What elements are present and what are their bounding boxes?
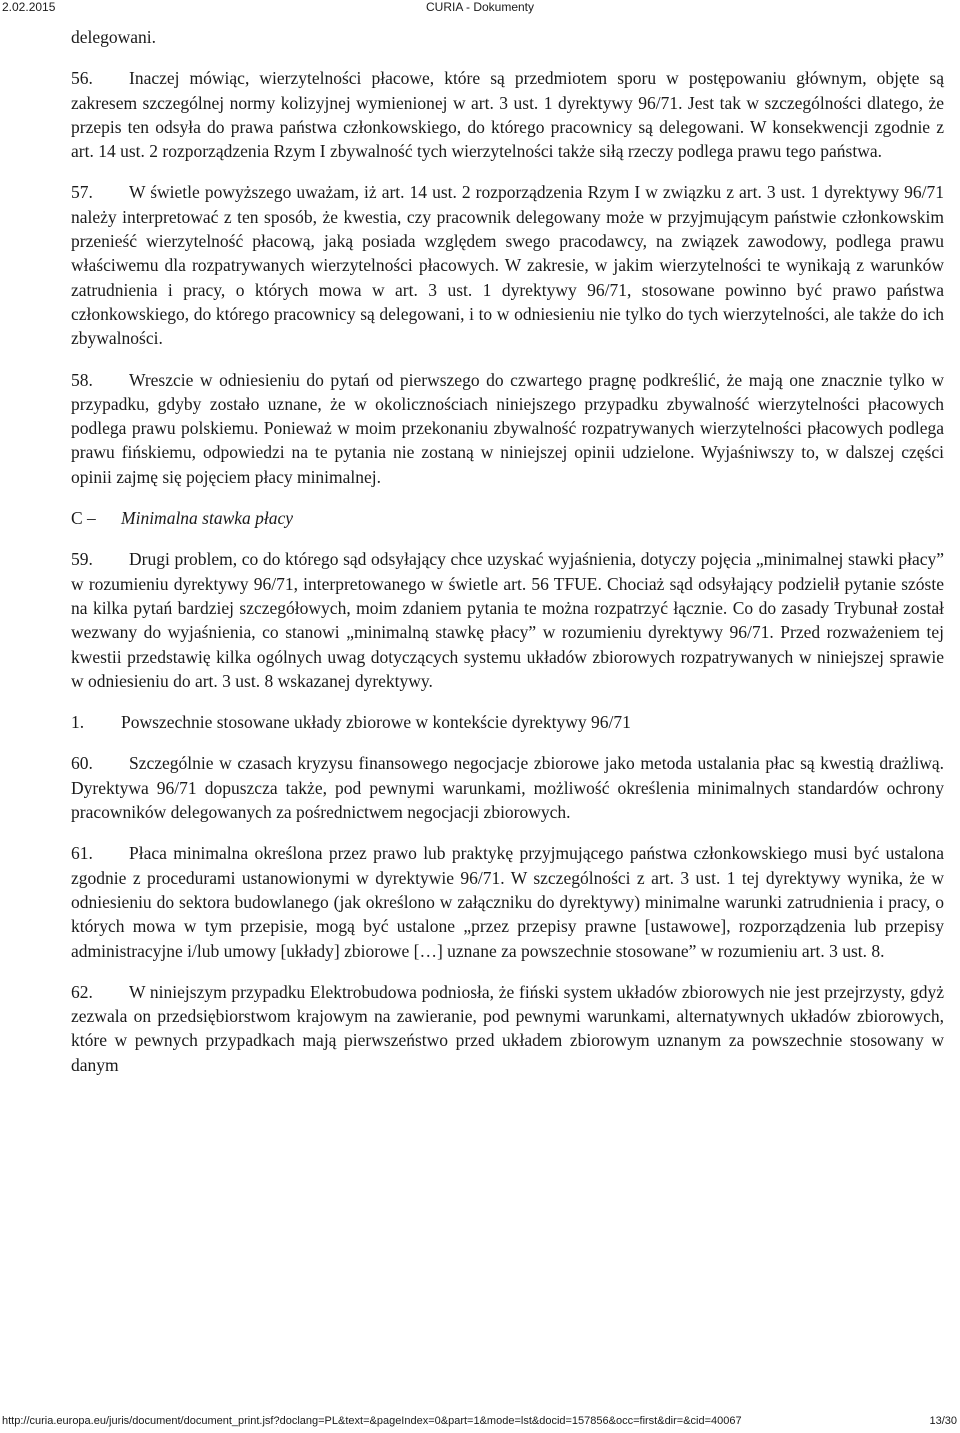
- print-date: 2.02.2015: [2, 0, 56, 14]
- paragraph-text: Inaczej mówiąc, wierzytelności płacowe, które są przedmiotem sporu w postępowaniu głównym, objęte są zakresem szczególnej normy kolizyjnej wymienionej w art. 3 ust. 1 dyrektywy 96/71. Jest tak w szczególności dlatego, że przepis ten odsyła do prawa państwa członkowskiego, do którego pracownicy są delegowani. W konsekwencji zgodnie z art. 14 ust. 2 rozporządzenia Rzym I zbywalność tych wierzytelności także siłą rzeczy podlega prawu tego państwa.: [71, 68, 944, 162]
- paragraph-59: [71, 547, 944, 693]
- subsection-title: Powszechnie stosowane układy zbiorowe w kontekście dyrektywy 96/71: [121, 712, 631, 733]
- continued-text: delegowani.: [71, 27, 157, 47]
- paragraph-number: 62.: [71, 981, 93, 1002]
- subsection-number: 1.: [71, 712, 85, 733]
- paragraph-57: [71, 180, 944, 350]
- section-heading-c: [71, 506, 944, 530]
- paragraph-number: 60.: [71, 753, 93, 774]
- document-url: http://curia.europa.eu/juris/document/document_print.jsf?doclang=PL&text=&pageIndex=0&part=1&mode=lst&docid=157856&occ=first&dir=&cid=40067: [2, 1415, 742, 1427]
- paragraph-text: Płaca minimalna określona przez prawo lub praktykę przyjmującego państwa członkowskiego musi być ustalona zgodnie z procedurami ustanowionymi w dyrektywie 96/71. W szczególności z art. 3 ust. 1 tej dyrektywy wynika, że w odniesieniu do sektora budowlanego (jak określono w załączniku do dyrektywy) minimalne warunki zatrudnienia i pracy, o których mowa w tym przepisie, mogą być ustalone „przez przepisy prawne [ustawowe], rozporządzenia lub przepisy administracyjne i/lub umowy [układy] zbiorowe […] uznane za powszechnie stosowane” w rozumieniu art. 3 ust. 8.: [71, 843, 944, 961]
- paragraph-text: W niniejszym przypadku Elektrobudowa podniosła, że fiński system układów zbiorowych nie jest przejrzysty, gdyż zezwala on przedsiębiorstwom krajowym na zawieranie, pod pewnymi warunkami, alternatywnych układów zbiorowych, które w pewnych przypadkach mają pierwszeństwo przed układem zbiorowym uznanym za powszechnie stosowany w danym: [71, 981, 944, 1075]
- subsection-heading-1: [71, 710, 944, 734]
- paragraph-number: 56.: [71, 68, 93, 89]
- paragraph-number: 57.: [71, 182, 93, 203]
- paragraph-text: W świetle powyższego uważam, iż art. 14 ust. 2 rozporządzenia Rzym I w związku z art. 3 ust. 1 dyrektywy 96/71 należy interpretować z ten sposób, że kwestia, czy pracownik delegowany może w przyjmującym państwie członkowskim przenieść wierzytelność płacową, jaką posiada względem swego pracodawcy, na związek zawodowy, podlega prawu właściwemu dla rozpatrywanych wierzytelności płacowych. W zakresie, w jakim wierzytelności te wynikają z warunków zatrudnienia i pracy, o których mowa w art. 3 ust. 1 dyrektywy 96/71, stosowane powinno być prawo państwa członkowskiego, do którego pracownicy są delegowani, i to w odniesieniu nie tylko do tych wierzytelności, ale także do ich zbywalności.: [71, 182, 944, 349]
- paragraph-number: 58.: [71, 369, 93, 390]
- paragraph-text: Szczególnie w czasach kryzysu finansowego negocjacje zbiorowe jako metoda ustalania płac są kwestią drażliwą. Dyrektywa 96/71 dopuszcza także, pod pewnymi warunkami, możliwość określenia minimalnych standardów ochrony pracowników delegowanych za pośrednictwem negocjacji zbiorowych.: [71, 753, 944, 823]
- paragraph-60: [71, 751, 944, 824]
- paragraph-number: 61.: [71, 843, 93, 864]
- site-title: CURIA - Dokumenty: [425, 0, 535, 14]
- page-footer: [0, 1414, 960, 1432]
- paragraph-text: Drugi problem, co do którego sąd odsyłający chce uzyskać wyjaśnienia, dotyczy pojęcia „minimalnej stawki płacy” w rozumieniu dyrektywy 96/71, interpretowanego w świetle art. 56 TFUE. Chociaż sąd odsyłający podzielił pytanie szóste na kilka pytań bardziej szczegółowych, moim zdaniem pytania te można rozpatrzyć łącznie. Co do zasady Trybunał został wezwany do wyjaśnienia, co stanowi „minimalną stawkę płacy” w rozumieniu dyrektywy 96/71. Przed rozważeniem tej kwestii przedstawię kilka ogólnych uwag dotyczących systemu układów zbiorowych rozpatrywanych w niniejszej sprawie w odniesieniu do art. 3 ust. 8 wskazanej dyrektywy.: [71, 549, 944, 691]
- paragraph-56: [71, 66, 944, 163]
- paragraph-61: [71, 841, 944, 962]
- document-body: [71, 25, 944, 1094]
- paragraph-58: [71, 368, 944, 489]
- page-header: [0, 0, 960, 16]
- paragraph-number: 59.: [71, 549, 93, 570]
- section-letter: C –: [71, 508, 96, 529]
- section-title: Minimalna stawka płacy: [121, 508, 294, 529]
- page-number: 13/30: [929, 1415, 957, 1427]
- paragraph-62: [71, 980, 944, 1077]
- paragraph-text: Wreszcie w odniesieniu do pytań od pierwszego do czwartego pragnę podkreślić, że mają one znacznie tylko w przypadku, gdyby zostało uznane, że w okolicznościach niniejszego przypadku zbywalność wierzytelności płacowych podlega prawu polskiemu. Ponieważ w moim przekonaniu zbywalność rozpatrywanych wierzytelności płacowych podlega prawu fińskiemu, odpowiedzi na te pytania nie zostaną w niniejszej opinii udzielone. Wyjaśniwszy to, w dalszej części opinii zajmę się pojęciem płacy minimalnej.: [71, 369, 944, 487]
